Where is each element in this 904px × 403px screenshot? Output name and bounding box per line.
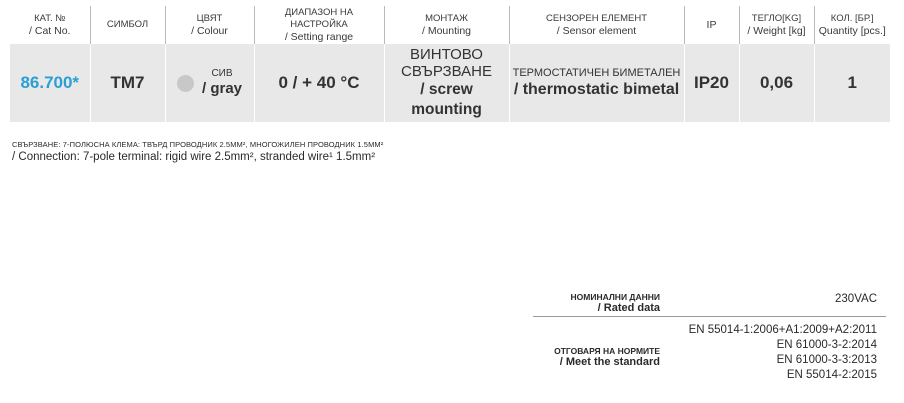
header-sensor-element-bg: СЕНЗОРЕН ЕЛЕМЕНТ	[545, 13, 648, 24]
connection-note-bg: СВЪРЗВАНЕ: 7-ПОЛЮСНА КЛЕМА: ТВЪРД ПРОВОДНИК 2.5MM², МНОГОЖИЛЕН ПРОВОДНИК 1.5MM²	[12, 140, 384, 149]
sensor-cell	[509, 44, 684, 122]
mounting-en: / screw mounting	[411, 81, 482, 118]
standard-label-en: / Meet the standard	[559, 356, 660, 368]
standard-label	[554, 346, 660, 368]
divider	[533, 316, 886, 317]
header-weight-bg: ТЕГЛО[KG]	[751, 13, 802, 24]
header-weight	[739, 6, 814, 44]
header-cat-no-bg: КАТ. №	[34, 13, 66, 24]
rated-data-label-bg: НОМИНАЛНИ ДАННИ	[570, 292, 660, 302]
header-mounting-bg: МОНТАЖ	[425, 13, 468, 24]
colour-swatch-icon	[177, 75, 194, 92]
cat-no-cell: 86.700*	[10, 44, 90, 122]
header-cat-no	[10, 6, 90, 44]
standards-list	[689, 323, 877, 383]
standard-item: EN 61000-3-2:2014	[776, 339, 877, 351]
header-setting-range-bg: ДИАПАЗОН НА НАСТРОЙКА	[284, 7, 354, 30]
header-symbol	[90, 6, 165, 44]
header-mounting	[384, 6, 509, 44]
weight-cell: 0,06	[739, 44, 814, 122]
header-mounting-en: / Mounting	[421, 25, 472, 37]
sensor-bg: ТЕРМОСТАТИЧЕН БИМЕТАЛЕН	[512, 66, 681, 79]
rated-data-label-en: / Rated data	[597, 302, 660, 314]
quantity-cell: 1	[814, 44, 890, 122]
header-quantity	[814, 6, 890, 44]
standard-item: EN 55014-2:2015	[786, 369, 877, 381]
header-colour-bg: ЦВЯТ	[196, 13, 223, 24]
standard-label-bg: ОТГОВАРЯ НА НОРМИТЕ	[554, 346, 660, 356]
connection-note-en: / Connection: 7-pole terminal: rigid wire 2.5mm², stranded wire¹ 1.5mm²	[12, 151, 376, 163]
colour-cell	[165, 44, 254, 122]
header-sensor-element	[509, 6, 684, 44]
rated-data-value: 230VAC	[835, 293, 877, 305]
colour-wrap	[177, 68, 242, 98]
colour-en: / gray	[201, 80, 243, 97]
rated-data-label	[571, 292, 660, 314]
standard-item: EN 61000-3-3:2013	[776, 354, 877, 366]
header-cat-no-en: / Cat No.	[29, 25, 71, 37]
colour-bg: СИВ	[211, 68, 233, 79]
header-ip-en: IP	[706, 19, 717, 31]
header-colour-en: / Colour	[191, 25, 228, 37]
standard-item: EN 55014-1:2006+A1:2009+A2:2011	[688, 324, 877, 336]
header-setting-range-en: / Setting range	[284, 31, 354, 43]
header-symbol-bg: СИМБОЛ	[106, 19, 149, 30]
header-quantity-bg: КОЛ. [БР.]	[830, 13, 874, 24]
ip-cell: IP20	[684, 44, 739, 122]
table-row	[10, 44, 890, 122]
header-sensor-element-en: / Sensor element	[556, 25, 637, 37]
spec-table	[10, 6, 890, 122]
sensor-en: / thermostatic bimetal	[513, 80, 680, 98]
header-weight-en: / Weight [kg]	[747, 25, 806, 37]
header-quantity-en: Quantity [pcs.]	[818, 25, 886, 37]
colour-text	[202, 68, 242, 98]
symbol-cell: TM7	[90, 44, 165, 122]
header-colour	[165, 6, 254, 44]
table-header-row	[10, 6, 890, 44]
connection-note	[12, 140, 383, 163]
header-setting-range	[254, 6, 384, 44]
header-ip	[684, 6, 739, 44]
mounting-bg: ВИНТОВО СВЪРЗВАНЕ	[401, 46, 492, 80]
setting-range-cell: 0 / + 40 °C	[254, 44, 384, 122]
mounting-cell	[384, 44, 509, 122]
